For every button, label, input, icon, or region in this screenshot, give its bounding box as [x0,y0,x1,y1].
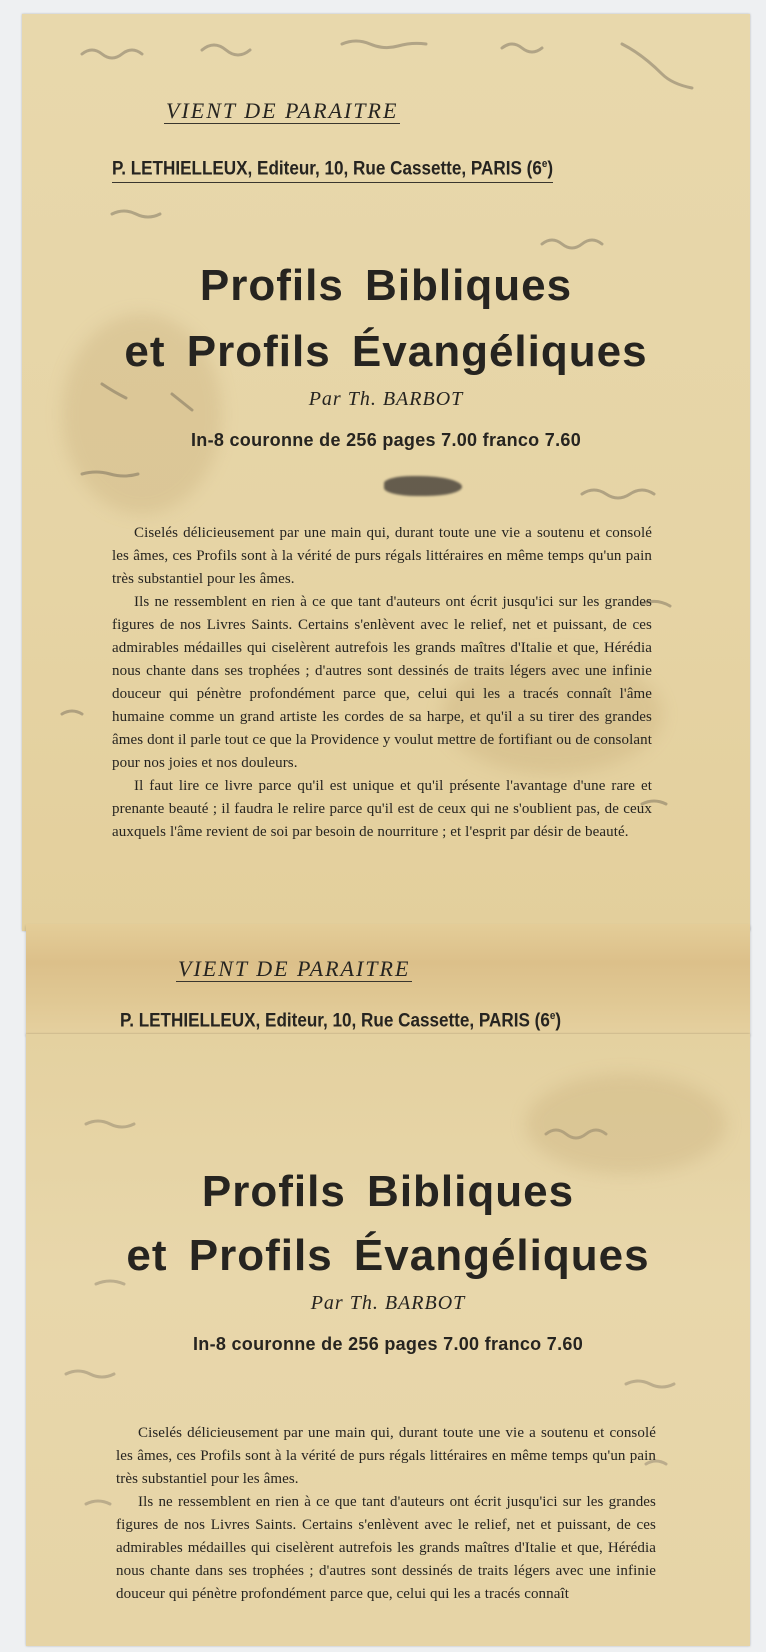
banner-vient-de-paraitre-2: VIENT DE PARAITRE [178,956,411,981]
publisher-line [112,158,553,183]
description-text [112,522,652,914]
top-sheet [22,14,750,931]
publisher-text: P. LETHIELLEUX, Editeur, 10, Rue Cassette, PARIS (6 [112,158,542,180]
bottom-sheet [26,1034,750,1646]
publisher-sup-2: e [549,1010,556,1022]
specs-line: In-8 couronne de 256 pages 7.00 franco 7.60 [190,430,582,450]
author-line-copy: Par Th. BARBOT [310,1292,466,1314]
paragraph-2-copy: Ils ne ressemblent en rien à ce que tant d'auteurs ont écrit jusqu'ici sur les grandes figures de nos Livres Saints. Certains s'enlèvent avec le relief, net et puissant, de ces admirables médailles qui ciselèrent autrefois les grands maîtres d'Italie et que, Hérédia nous chante dans ses trophées ; d'autres sont dessinés de traits légers avec une infinie douceur qui pénètre profondément parce que, celui qui les a tracés connaît [116,1494,656,1602]
banner-vient-de-paraitre: VIENT DE PARAITRE [166,98,399,123]
specs-line-copy: In-8 couronne de 256 pages 7.00 franco 7.60 [192,1334,584,1354]
publisher-close-2: ) [555,1010,562,1032]
author-line: Par Th. BARBOT [308,388,464,410]
fold-strip [26,924,750,1034]
title-line-1: Profils Bibliques [199,261,573,310]
description-text-copy [116,1422,656,1644]
paragraph-1: Ciselés délicieusement par une main qui, durant toute une vie a soutenu et consolé les âmes, ces Profils sont à la vérité de purs régals littéraires en même temps qu'un pain très substantiel pour les âmes. [112,525,652,587]
publisher-close: ) [547,158,554,180]
paragraph-1-copy: Ciselés délicieusement par une main qui, durant toute une vie a soutenu et consolé les âmes, ces Profils sont à la vérité de purs régals littéraires en même temps qu'un pain très substantiel pour les âmes. [116,1425,656,1487]
paragraph-3: Il faut lire ce livre parce qu'il est unique et qu'il présente l'avantage d'une rare et prenante beauté ; il faudra le relire parce qu'il est de ceux qui ne s'oublient pas, de ceux auxquels l'âme revient de soi par besoin de nourriture ; et l'esprit par désir de beauté. [112,778,652,840]
title-line-2: et Profils Évangéliques [124,327,648,376]
title-line-1-copy: Profils Bibliques [201,1167,575,1216]
title-line-2-copy: et Profils Évangéliques [126,1231,650,1280]
publisher-line-2 [120,1010,561,1034]
publisher-sup: e [541,158,548,170]
paragraph-2: Ils ne ressemblent en rien à ce que tant d'auteurs ont écrit jusqu'ici sur les grandes figures de nos Livres Saints. Certains s'enlèvent avec le relief, net et puissant, de ces admirables médailles qui ciselèrent autrefois les grands maîtres d'Italie et que, Hérédia nous chante dans ses trophées ; d'autres sont dessinés de traits légers avec une infinie douceur qui pénètre profondément parce que, celui qui les a tracés connaît l'âme humaine comme un grand artiste les cordes de sa harpe, et qu'il a su tirer des grandes âmes dont il parle tout ce que la Providence y voulut mettre de fortifiant ou de consolant pour nos joies et nos douleurs. [112,594,652,771]
publisher-text-2: P. LETHIELLEUX, Editeur, 10, Rue Cassette, PARIS (6 [120,1010,550,1032]
ink-blot [384,476,462,496]
